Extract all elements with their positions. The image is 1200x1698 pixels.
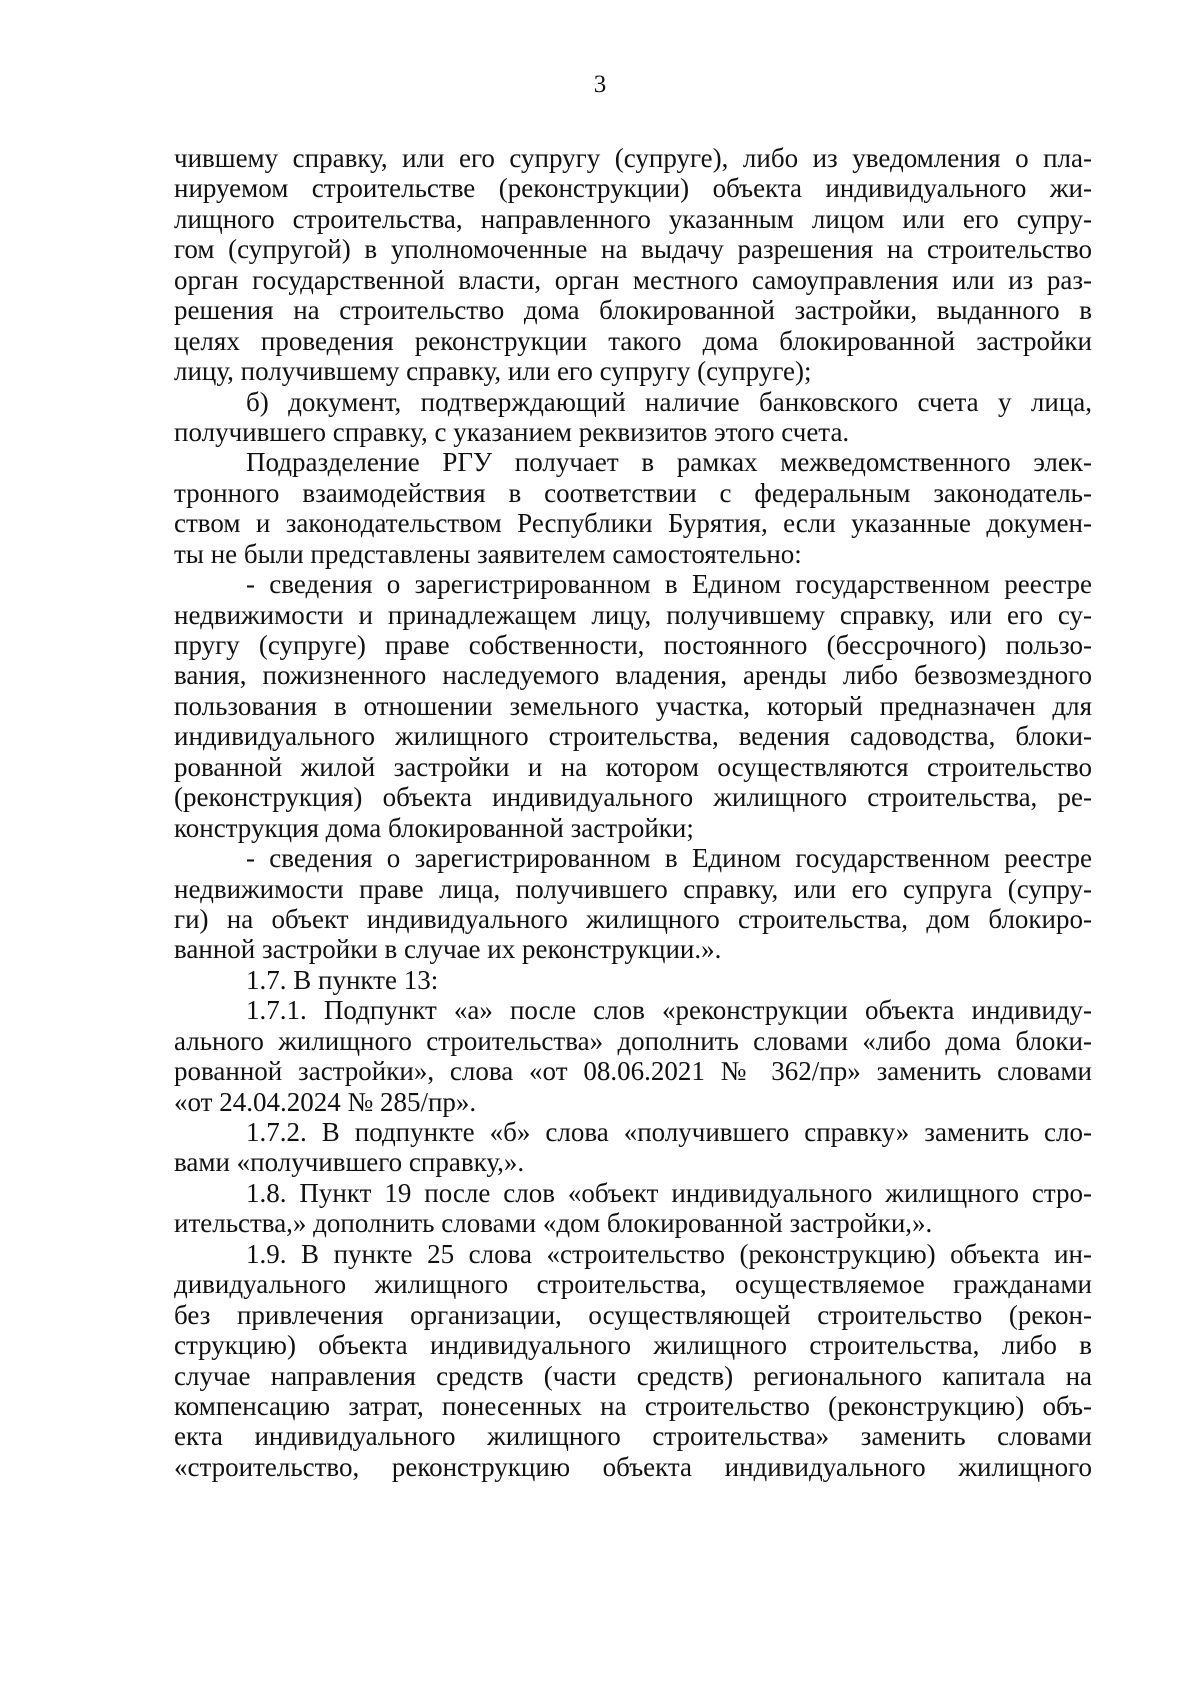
text-line: ванной застройки в случае их реконструкции.». bbox=[174, 934, 722, 965]
text-line: ального жилищного строительства» дополнить словами «либо дома блоки- bbox=[174, 1025, 1092, 1056]
text-line: б) документ, подтверждающий наличие банковского счета у лица, bbox=[246, 386, 1092, 417]
text-line: компенсацию затрат, понесенных на строительство (реконструкцию) объ- bbox=[174, 1390, 1092, 1421]
text-line: - сведения о зарегистрированном в Едином государственном реестре bbox=[246, 569, 1092, 600]
text-line: случае направления средств (части средств) регионального капитала на bbox=[174, 1360, 1092, 1391]
text-line: без привлечения организации, осуществляющей строительство (рекон- bbox=[174, 1299, 1092, 1330]
text-line: целях проведения реконструкции такого дома блокированной застройки bbox=[174, 325, 1092, 356]
text-line: «строительство, реконструкцию объекта индивидуального жилищного bbox=[174, 1451, 1092, 1482]
text-line: орган государственной власти, орган местного самоуправления или из раз- bbox=[174, 264, 1092, 295]
page-number: 3 bbox=[593, 71, 607, 98]
text-line: - сведения о зарегистрированном в Едином государственном реестре bbox=[246, 843, 1092, 874]
text-line: гом (супругой) в уполномоченные на выдачу разрешения на строительство bbox=[174, 234, 1092, 265]
text-line: недвижимости праве лица, получившего справку, или его супруга (супру- bbox=[174, 873, 1092, 904]
text-line: пользования в отношении земельного участка, который предназначен для bbox=[174, 690, 1092, 721]
text-line: чившему справку, или его супругу (супруге), либо из уведомления о пла- bbox=[174, 143, 1092, 173]
text-line: Подразделение РГУ получает в рамках межведомственного элек- bbox=[246, 447, 1092, 478]
text-line: струкцию) объекта индивидуального жилищного строительства, либо в bbox=[174, 1330, 1092, 1361]
text-line: недвижимости и принадлежащем лицу, получившему справку, или его су- bbox=[174, 599, 1092, 630]
text-line: ги) на объект индивидуального жилищного строительства, дом блокиро- bbox=[174, 903, 1092, 934]
text-line: (реконструкция) объекта индивидуального жилищного строительства, ре- bbox=[174, 782, 1092, 813]
text-line: рованной жилой застройки и на котором осуществляются строительство bbox=[174, 751, 1092, 782]
text-line: 1.9. В пункте 25 слова «строительство (реконструкцию) объекта ин- bbox=[246, 1238, 1092, 1269]
text-line: 1.7. В пункте 13: bbox=[246, 964, 439, 995]
text-line: вами «получившего справку,». bbox=[174, 1147, 525, 1178]
document-body bbox=[174, 143, 1092, 1482]
text-line: тронного взаимодействия в соответствии с федеральным законодатель- bbox=[174, 477, 1092, 508]
text-line: индивидуального жилищного строительства, ведения садоводства, блоки- bbox=[174, 721, 1092, 752]
text-line: нируемом строительстве (реконструкции) объекта индивидуального жи- bbox=[174, 173, 1092, 204]
text-line: ты не были представлены заявителем самостоятельно: bbox=[174, 538, 802, 569]
text-line: лицу, получившему справку, или его супругу (супруге); bbox=[174, 356, 812, 387]
text-line: получившего справку, с указанием реквизитов этого счета. bbox=[174, 416, 850, 447]
text-line: рованной застройки», слова «от 08.06.2021 № 362/пр» заменить словами bbox=[174, 1056, 1092, 1087]
text-line: 1.7.2. В подпункте «б» слова «получившего справку» заменить сло- bbox=[246, 1117, 1092, 1147]
text-line: екта индивидуального жилищного строительства» заменить словами bbox=[174, 1421, 1092, 1452]
text-line: дивидуального жилищного строительства, осуществляемое гражданами bbox=[174, 1269, 1092, 1300]
text-line: 1.8. Пункт 19 после слов «объект индивидуального жилищного стро- bbox=[246, 1177, 1092, 1208]
text-line: ством и законодательством Республики Бурятия, если указанные докумен- bbox=[174, 508, 1092, 539]
text-line: 1.7.1. Подпункт «а» после слов «реконструкции объекта индивиду- bbox=[246, 995, 1092, 1026]
text-line: ительства,» дополнить словами «дом блокированной застройки,». bbox=[174, 1208, 933, 1239]
text-line: лищного строительства, направленного указанным лицом или его супру- bbox=[174, 203, 1092, 234]
text-line: вания, пожизненного наследуемого владения, аренды либо безвозмездного bbox=[174, 660, 1092, 691]
text-line: «от 24.04.2024 № 285/пр». bbox=[174, 1086, 477, 1117]
text-line: решения на строительство дома блокированной застройки, выданного в bbox=[174, 295, 1092, 326]
text-line: пругу (супруге) праве собственности, постоянного (бессрочного) пользо- bbox=[174, 630, 1092, 660]
text-line: конструкция дома блокированной застройки; bbox=[174, 812, 694, 843]
